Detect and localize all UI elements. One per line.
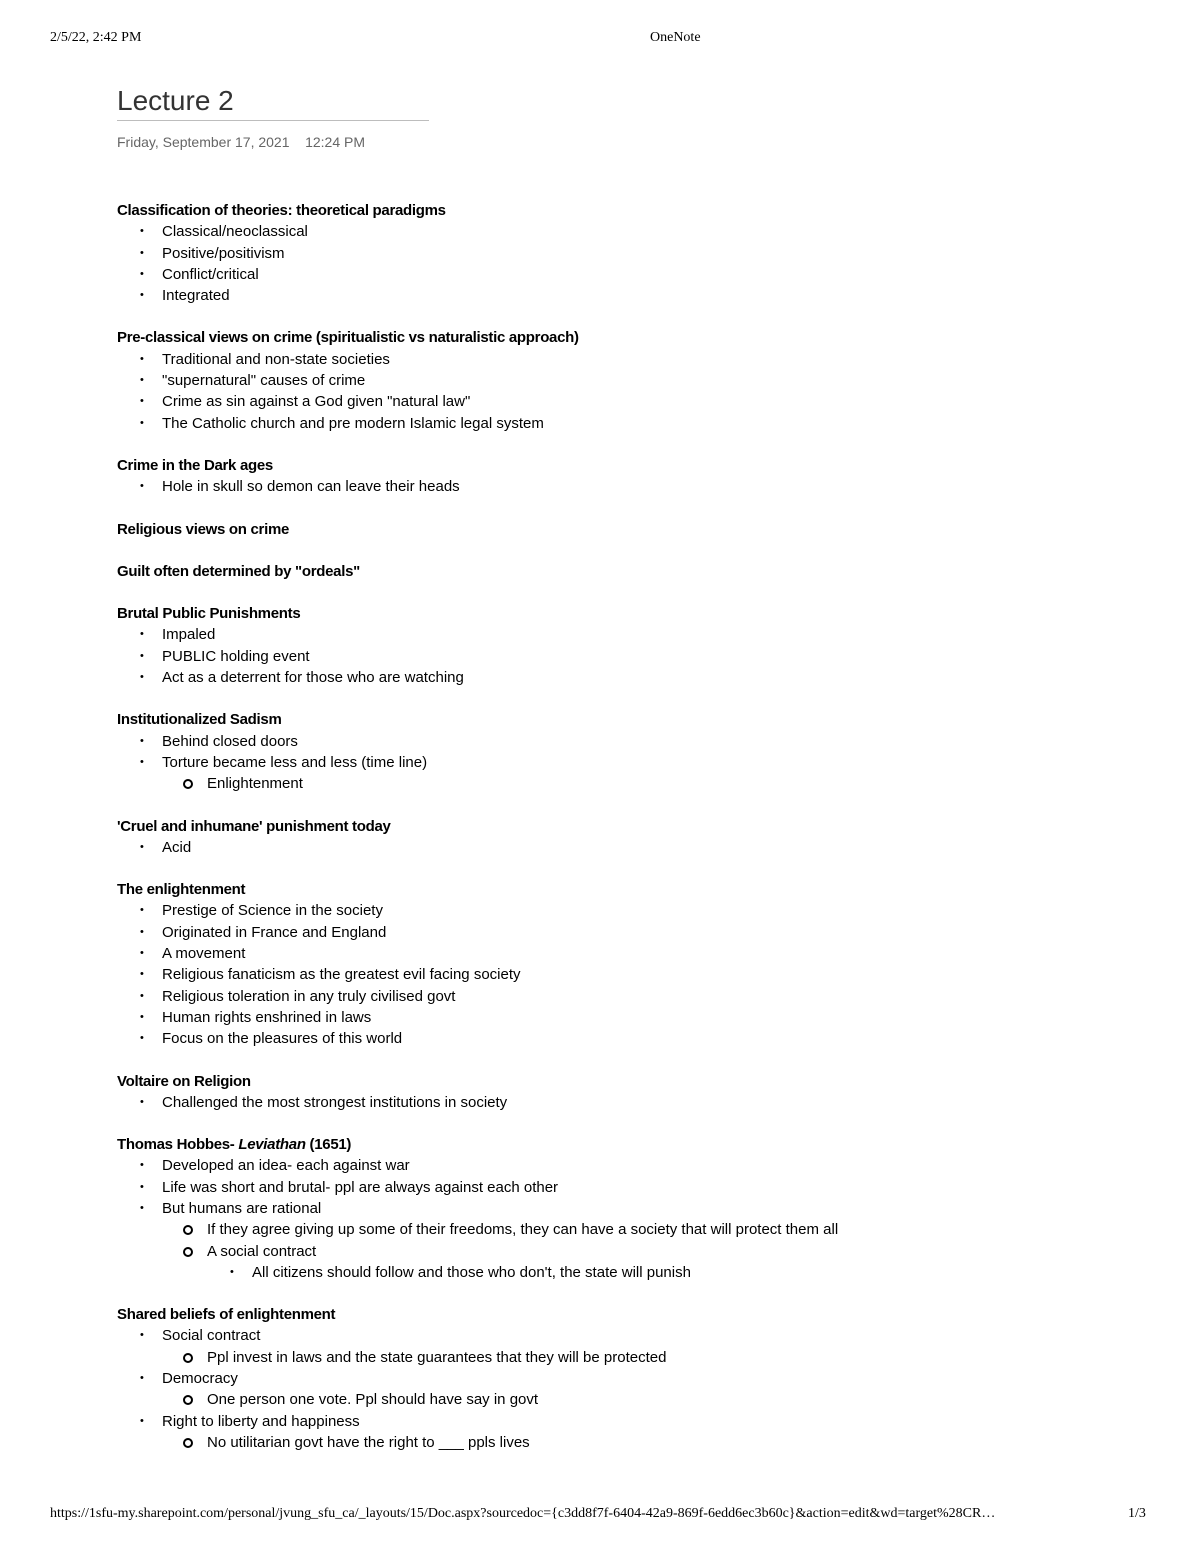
bullet-list: [117, 476, 917, 497]
list-item-text: Life was short and brutal- ppl are always against each other: [162, 1178, 559, 1196]
list-item: [117, 1177, 917, 1198]
list-item-text: Integrated: [162, 287, 230, 305]
list-item: [117, 1198, 917, 1219]
list-item: [117, 986, 917, 1007]
list-subitem: [117, 1219, 857, 1240]
hollow-bullet-icon: [183, 1395, 193, 1405]
bullet-icon: •: [140, 755, 144, 768]
page-time: 12:24 PM: [305, 134, 366, 150]
list-item-text: Impaled: [162, 626, 216, 644]
list-item-text: Religious toleration in any truly civilised govt: [162, 987, 456, 1005]
bullet-icon: •: [140, 671, 144, 684]
bullet-icon: •: [140, 989, 144, 1002]
list-item: [117, 1155, 917, 1176]
list-item-text: A movement: [162, 945, 246, 963]
page-date: Friday, September 17, 2021: [117, 134, 290, 150]
list-item-text: "supernatural" causes of crime: [162, 372, 366, 390]
heading-year: (1651): [305, 1136, 352, 1154]
bullet-list: [117, 1092, 917, 1113]
list-item: [117, 413, 917, 434]
hollow-bullet-icon: [183, 1247, 193, 1257]
bullet-list: [117, 221, 917, 306]
bullet-icon: •: [140, 246, 144, 259]
section-enlightenment: [117, 879, 917, 1049]
section-public-punishments: [117, 603, 917, 688]
list-subitem: [117, 1389, 917, 1410]
list-item-text: Challenged the most strongest institutions in society: [162, 1093, 508, 1111]
bullet-icon: •: [140, 1180, 144, 1193]
bullet-icon: •: [230, 1265, 234, 1278]
bullet-icon: •: [140, 968, 144, 981]
heading-book-title: Leviathan: [238, 1136, 306, 1154]
list-subitem: [117, 1432, 917, 1453]
bullet-list: [117, 349, 917, 434]
bullet-icon: •: [140, 395, 144, 408]
section-shared-beliefs: [117, 1304, 917, 1453]
section-heading: Institutionalized Sadism: [117, 711, 282, 729]
list-item: [117, 349, 917, 370]
section-heading: Classification of theories: theoretical paradigms: [117, 202, 446, 219]
section-heading: Pre-classical views on crime (spiritualistic vs naturalistic approach): [117, 329, 579, 347]
note-content: [117, 200, 917, 1474]
heading-text: Thomas Hobbes-: [117, 1136, 239, 1154]
section-heading: The enlightenment: [117, 881, 246, 899]
list-subitem: [117, 1347, 917, 1368]
list-item: [117, 370, 917, 391]
list-item-text: The Catholic church and pre modern Islamic legal system: [162, 414, 544, 432]
bullet-icon: •: [140, 947, 144, 960]
bullet-icon: •: [140, 225, 144, 238]
list-item: [117, 964, 917, 985]
section-classification: [117, 200, 917, 306]
list-item-text: Behind closed doors: [162, 732, 298, 750]
bullet-list: [117, 1325, 917, 1453]
section-hobbes: [117, 1134, 917, 1283]
list-item-text: Social contract: [162, 1327, 261, 1345]
list-item-text: Enlightenment: [207, 775, 303, 793]
title-divider: [117, 120, 429, 121]
list-item: [117, 943, 917, 964]
list-item-text: Religious fanaticism as the greatest evil facing society: [162, 966, 521, 984]
list-item-text: One person one vote. Ppl should have say in govt: [207, 1391, 539, 1409]
bullet-icon: •: [140, 289, 144, 302]
list-item: [117, 264, 917, 285]
list-item: [117, 1007, 917, 1028]
bullet-icon: •: [140, 1329, 144, 1342]
print-footer-url: https://1sfu-my.sharepoint.com/personal/jvung_sfu_ca/_layouts/15/Doc.aspx?sourcedoc={c3dd8f7f-6404-42a9-869f-6edd6ec3b60c}&action=edit&wd=target%28CR…: [50, 1506, 996, 1521]
page-datetime: [117, 134, 365, 150]
section-heading: Guilt often determined by "ordeals": [117, 562, 360, 580]
list-item-text: But humans are rational: [162, 1199, 322, 1217]
list-item: [117, 1325, 917, 1346]
list-item: [117, 391, 917, 412]
list-item: [117, 922, 917, 943]
list-item: [117, 1092, 917, 1113]
list-subsubitem: [117, 1262, 917, 1283]
section-religious-views: [117, 519, 917, 540]
list-item: [117, 285, 917, 306]
bullet-icon: •: [140, 840, 144, 853]
list-item-text: Hole in skull so demon can leave their heads: [162, 478, 460, 496]
bullet-icon: •: [140, 925, 144, 938]
list-item-text: Acid: [162, 838, 192, 856]
list-item: [117, 731, 917, 752]
bullet-list: [117, 624, 917, 688]
list-item: [117, 1368, 917, 1389]
hollow-bullet-icon: [183, 1353, 193, 1363]
list-item-text: Ppl invest in laws and the state guarantees that they will be protected: [207, 1348, 667, 1366]
bullet-list: [117, 1155, 917, 1283]
section-institutionalized-sadism: [117, 709, 917, 794]
bullet-list: [117, 731, 917, 795]
bullet-icon: •: [140, 1372, 144, 1385]
section-heading: Brutal Public Punishments: [117, 605, 301, 623]
bullet-icon: •: [140, 904, 144, 917]
list-item: [117, 221, 917, 242]
section-heading: Voltaire on Religion: [117, 1072, 251, 1090]
section-ordeals: [117, 561, 917, 582]
list-subitem: [117, 1241, 917, 1262]
bullet-icon: •: [140, 1010, 144, 1023]
list-item-text: Focus on the pleasures of this world: [162, 1030, 403, 1048]
hollow-bullet-icon: [183, 779, 193, 789]
list-item-text: All citizens should follow and those who don't, the state will punish: [252, 1263, 691, 1281]
page-title: Lecture 2: [117, 85, 234, 116]
list-subitem: [117, 773, 917, 794]
list-item-text: Traditional and non-state societies: [162, 350, 390, 368]
list-item: [117, 752, 917, 773]
section-heading: [117, 1134, 917, 1155]
list-item-text: Crime as sin against a God given "natural law": [162, 393, 471, 411]
list-item-text: Torture became less and less (time line): [162, 753, 428, 771]
hollow-bullet-icon: [183, 1225, 193, 1235]
list-item-text: A social contract: [207, 1242, 317, 1260]
section-heading: Shared beliefs of enlightenment: [117, 1306, 336, 1324]
list-item-text: PUBLIC holding event: [162, 647, 310, 665]
list-item: [117, 667, 917, 688]
bullet-icon: •: [140, 734, 144, 747]
bullet-icon: •: [140, 267, 144, 280]
list-item: [117, 1411, 917, 1432]
section-dark-ages: [117, 455, 917, 498]
list-item-text: No utilitarian govt have the right to ___ ppls lives: [207, 1433, 530, 1451]
bullet-icon: •: [140, 1201, 144, 1214]
list-item: [117, 1028, 917, 1049]
list-item: [117, 476, 917, 497]
section-heading: Crime in the Dark ages: [117, 456, 273, 474]
bullet-list: [117, 837, 917, 858]
list-item-text: Human rights enshrined in laws: [162, 1008, 372, 1026]
bullet-icon: •: [140, 480, 144, 493]
bullet-icon: •: [140, 1159, 144, 1172]
hollow-bullet-icon: [183, 1438, 193, 1448]
bullet-icon: •: [140, 352, 144, 365]
bullet-icon: •: [140, 628, 144, 641]
bullet-icon: •: [140, 649, 144, 662]
list-item-text: Right to liberty and happiness: [162, 1412, 360, 1430]
list-item-text: Developed an idea- each against war: [162, 1157, 410, 1175]
list-item-text: Democracy: [162, 1370, 238, 1388]
list-item-text: Originated in France and England: [162, 923, 387, 941]
list-item-text: If they agree giving up some of their freedoms, they can have a society that will protect them all: [207, 1221, 839, 1239]
section-cruel-punishment: [117, 816, 917, 859]
bullet-icon: •: [140, 416, 144, 429]
print-header-datetime: 2/5/22, 2:42 PM: [50, 30, 142, 45]
print-footer-page-number: 1/3: [1128, 1506, 1146, 1521]
list-item: [117, 243, 917, 264]
section-heading: 'Cruel and inhumane' punishment today: [117, 817, 391, 835]
bullet-list: [117, 900, 917, 1049]
list-item-text: Classical/neoclassical: [162, 223, 308, 241]
list-item: [117, 900, 917, 921]
bullet-icon: •: [140, 1095, 144, 1108]
list-item: [117, 646, 917, 667]
section-voltaire: [117, 1071, 917, 1114]
list-item-text: Conflict/critical: [162, 265, 259, 283]
list-item-text: Positive/positivism: [162, 244, 285, 262]
list-item-text: Prestige of Science in the society: [162, 902, 383, 920]
list-item: [117, 624, 917, 645]
print-header-app-name: OneNote: [650, 30, 701, 45]
section-heading: Religious views on crime: [117, 520, 290, 538]
list-item: [117, 837, 917, 858]
list-item-text: Act as a deterrent for those who are watching: [162, 669, 464, 687]
bullet-icon: •: [140, 1032, 144, 1045]
bullet-icon: •: [140, 1414, 144, 1427]
section-pre-classical: [117, 327, 917, 433]
bullet-icon: •: [140, 374, 144, 387]
